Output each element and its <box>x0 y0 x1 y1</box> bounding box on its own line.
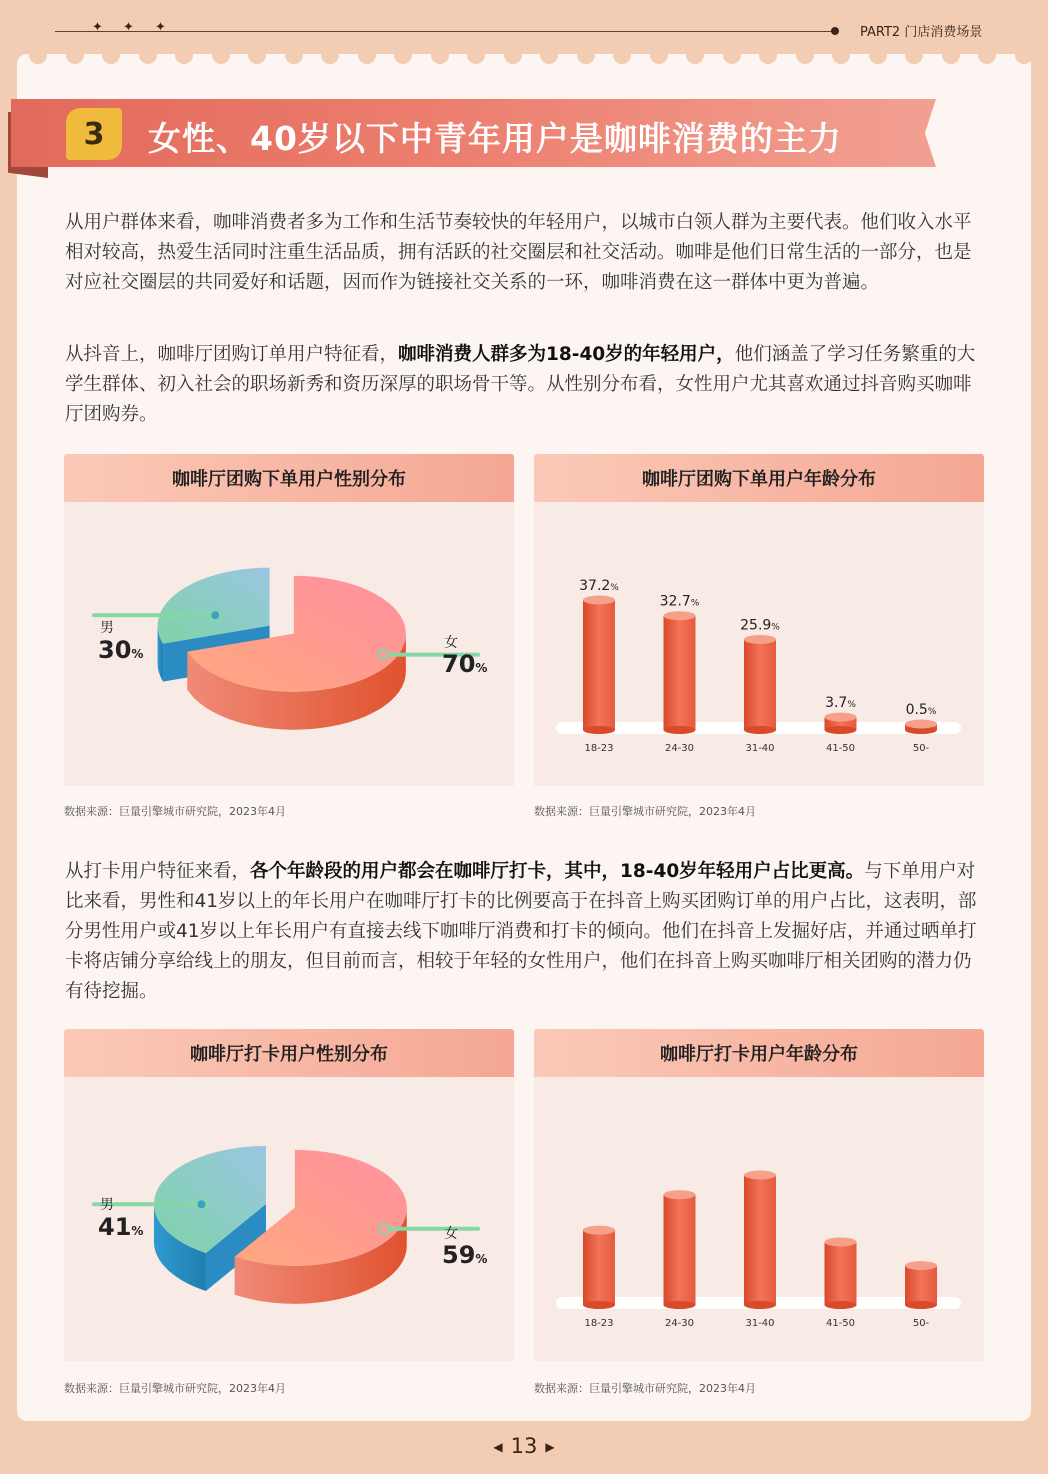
data-label: 3.7% <box>825 695 856 712</box>
scallop <box>650 46 668 64</box>
tick-label: 24-30 <box>664 1318 695 1329</box>
bar-cap <box>905 720 937 729</box>
series-label-female: 女 <box>444 635 458 651</box>
chart-card-checkin-gender <box>64 1029 514 1361</box>
tick-label: 41-50 <box>825 1318 856 1329</box>
part-label: PART2 门店消费场景 <box>860 25 983 40</box>
value-label-male <box>98 1213 143 1241</box>
scallop <box>869 46 887 64</box>
bar-base <box>583 726 615 734</box>
data-label: 0.5% <box>905 702 937 718</box>
paragraph-highlight: 咖啡消费人群多为18-40岁的年轻用户， <box>398 344 735 365</box>
value-unit: % <box>131 1224 144 1238</box>
scallop <box>431 46 449 64</box>
bar-cap <box>744 1171 776 1180</box>
scallop <box>102 46 120 64</box>
scallop <box>905 46 923 64</box>
tick-label: 18-23 <box>584 743 614 754</box>
tick-label: 31-40 <box>745 743 775 754</box>
series-label-female: 女 <box>444 1226 458 1242</box>
scallop <box>1015 46 1033 64</box>
paragraph-orders <box>65 340 985 430</box>
section-title: 女性、40岁以下中青年用户是咖啡消费的主力 <box>148 119 842 158</box>
chart-title: 咖啡厅团购下单用户性别分布 <box>64 454 514 502</box>
scallop <box>723 46 741 64</box>
paragraph-checkins <box>65 857 985 1007</box>
bar-base <box>664 1301 696 1309</box>
leader-dot-female <box>379 1224 389 1234</box>
source-note: 数据来源：巨量引擎城市研究院，2023年4月 <box>534 805 756 818</box>
tick-label: 41-50 <box>825 743 856 754</box>
value-number: 30 <box>98 636 132 664</box>
scallop <box>285 46 303 64</box>
scallop <box>175 46 193 64</box>
header-rule <box>55 31 835 32</box>
value-unit: % <box>475 1252 488 1266</box>
scallop <box>832 46 850 64</box>
scallop <box>321 46 339 64</box>
scallop <box>29 46 47 64</box>
bar-chart <box>534 1077 984 1361</box>
scallop <box>394 46 412 64</box>
scallop <box>540 46 558 64</box>
chart-card-order-gender <box>64 454 514 786</box>
paragraph-text: 从打卡用户特征来看， <box>65 861 251 882</box>
bar-base <box>905 1301 937 1309</box>
next-page-icon[interactable]: ▶ <box>545 1440 555 1454</box>
scallop <box>212 46 230 64</box>
bar <box>583 600 615 730</box>
bar <box>583 1230 615 1305</box>
source-note: 数据来源：巨量引擎城市研究院，2023年4月 <box>64 805 286 818</box>
chart-title: 咖啡厅打卡用户年龄分布 <box>534 1029 984 1077</box>
chart-body <box>534 1077 984 1361</box>
paragraph-text: 从抖音上，咖啡厅团购订单用户特征看， <box>65 344 399 365</box>
bar-cap <box>825 1237 857 1246</box>
bar <box>744 639 776 730</box>
sparkle-icon: ✦ <box>155 20 166 35</box>
tick-label: 24-30 <box>664 743 695 754</box>
value-number: 70 <box>442 650 476 678</box>
scallop <box>504 46 522 64</box>
paragraph-highlight: 各个年龄段的用户都会在咖啡厅打卡，其中，18-40岁年轻用户占比更高。 <box>250 861 865 882</box>
sparkle-icon: ✦ <box>123 20 134 35</box>
bar-cap <box>664 611 696 620</box>
bar-cap <box>664 1190 696 1199</box>
scallop <box>796 46 814 64</box>
scallop <box>686 46 704 64</box>
value-label-female <box>442 1241 487 1269</box>
pager <box>0 1434 1048 1458</box>
section-number-badge: 3 <box>66 108 122 160</box>
page-number: 13 <box>510 1434 538 1458</box>
sparkle-icon: ✦ <box>92 20 103 35</box>
bar <box>825 1242 857 1305</box>
bar <box>905 1266 937 1305</box>
bar-cap <box>825 713 857 722</box>
bar-base <box>583 1301 615 1309</box>
data-label: 25.9% <box>740 617 780 634</box>
tick-label: 18-23 <box>584 1318 614 1329</box>
value-label-male <box>98 636 143 664</box>
leader-dot-male <box>210 610 220 620</box>
bar-base <box>825 726 857 734</box>
scalloped-edge <box>17 46 1031 70</box>
scallop <box>577 46 595 64</box>
paragraph-text: 他们涵盖了学习任务繁重的大学生群体、初入社会的职场新秀和资历深厚的职场骨干等。从性别分布看，女性用户尤其喜欢通过抖音购买咖啡厅团购券。 <box>65 344 976 425</box>
header-rule-dot <box>831 27 839 35</box>
scallop <box>978 46 996 64</box>
bar <box>664 1195 696 1305</box>
bar-base <box>744 1301 776 1309</box>
value-number: 41 <box>98 1213 132 1241</box>
series-label-male: 男 <box>100 1197 114 1213</box>
bar-base <box>825 1301 857 1309</box>
chart-title: 咖啡厅团购下单用户年龄分布 <box>534 454 984 502</box>
data-label: 32.7% <box>659 593 700 610</box>
bar <box>664 616 696 730</box>
scallop <box>467 46 485 64</box>
bar-cap <box>583 1226 615 1235</box>
scallop <box>248 46 266 64</box>
source-note: 数据来源：巨量引擎城市研究院，2023年4月 <box>534 1382 756 1395</box>
tick-label: 50- <box>912 743 930 754</box>
series-label-male: 男 <box>100 620 114 636</box>
paragraph-text: 与下单用户对比来看，男性和41岁以上的年长用户在咖啡厅打卡的比例要高于在抖音上购买团购订单的用户占比，这表明，部分男性用户或41岁以上年长用户有直接去线下咖啡厅消费和打卡的倾向。他们在抖音上发掘好店，并通过晒单打卡将店铺分享给线上的朋友，但目前而言，相较于年轻的女性用户，他们在抖音上购买咖啡厅相关团购的潜力仍有待挖掘。 <box>65 861 977 1002</box>
value-unit: % <box>131 647 144 661</box>
scallop <box>358 46 376 64</box>
value-unit: % <box>475 661 488 675</box>
tick-label: 50- <box>912 1318 930 1329</box>
scallop <box>139 46 157 64</box>
paragraph-intro: 从用户群体来看，咖啡消费者多为工作和生活节奏较快的年轻用户，以城市白领人群为主要代表。他们收入水平相对较高，热爱生活同时注重生活品质，拥有活跃的社交圈层和社交活动。咖啡是他们日常生活的一部分，也是对应社交圈层的共同爱好和话题，因而作为链接社交关系的一环，咖啡消费在这一群体中更为普遍。 <box>65 212 972 293</box>
scallop <box>66 46 84 64</box>
source-note: 数据来源：巨量引擎城市研究院，2023年4月 <box>64 1382 286 1395</box>
leader-dot-female <box>378 650 388 660</box>
bar-cap <box>583 596 615 605</box>
chart-card-checkin-age <box>534 1029 984 1361</box>
chart-body <box>64 1077 514 1361</box>
bar-base <box>664 726 696 734</box>
chart-body <box>534 502 984 786</box>
prev-page-icon[interactable]: ◀ <box>493 1440 503 1454</box>
leader-dot-male <box>196 1199 206 1209</box>
bar-cap <box>744 635 776 644</box>
bar-base <box>744 726 776 734</box>
chart-title: 咖啡厅打卡用户性别分布 <box>64 1029 514 1077</box>
data-label: 37.2% <box>579 578 619 594</box>
tick-label: 31-40 <box>745 1318 775 1329</box>
chart-card-order-age <box>534 454 984 786</box>
scallop <box>613 46 631 64</box>
bar-cap <box>905 1261 937 1270</box>
chart-body <box>64 502 514 786</box>
scallop <box>759 46 777 64</box>
value-number: 59 <box>442 1241 476 1269</box>
bar <box>744 1175 776 1305</box>
scallop <box>942 46 960 64</box>
value-label-female <box>442 650 487 678</box>
bar-chart <box>534 502 984 786</box>
